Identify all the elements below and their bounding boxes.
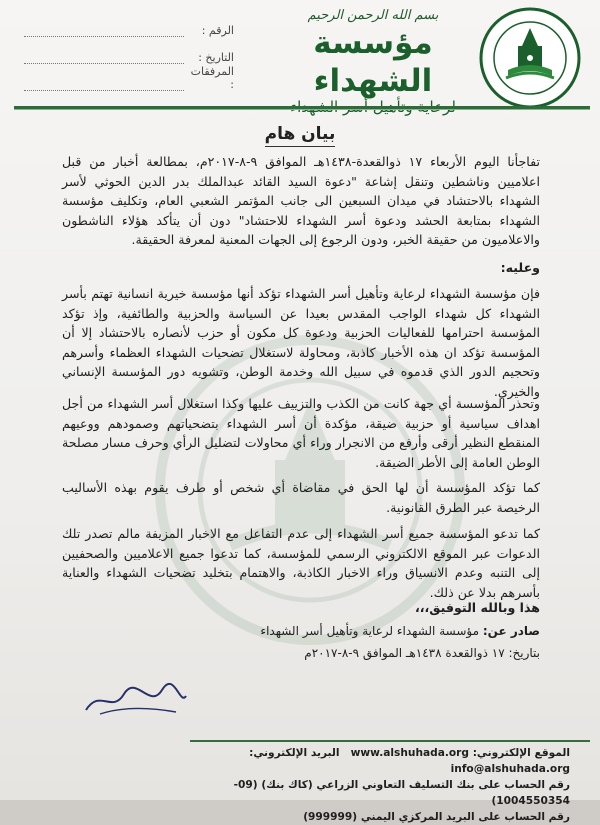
signature-scribble-icon: [80, 680, 190, 720]
footer-bank2-row: [170, 809, 570, 825]
paragraph-5: كما تؤكد المؤسسة أن لها الحق في مقاضاة أي شخص أو طرف يقوم بهذه الأساليب الرخيصة عبر الطرق القانونية.: [62, 480, 540, 515]
reference-number-label: الرقم :: [201, 24, 234, 37]
statement-title: [0, 124, 600, 144]
header-divider: [14, 106, 590, 110]
issue-date: بتاريخ: ١٧ ذوالقعدة ١٤٣٨هـ الموافق ٩-٨-٢٠١٧م: [304, 646, 540, 660]
footer-bank1-row: [170, 777, 570, 809]
bank1-number: (09-1004550354): [233, 779, 570, 807]
website-label: الموقع الإلكتروني:: [472, 747, 570, 759]
paragraph-6: كما تدعو المؤسسة جميع أسر الشهداء إلى عدم التفاعل مع الاخبار المزيفة مالم تصدر تلك الدعوات عبر الموقع الالكتروني الرسمي للمؤسسة، كما تدعوا جميع الاعلاميين والصحفيين إلى التنبه وعدم الانسياق وراء الاخبار الكاذبة، والاهتمام بتخليد تضحيات الشهداء والعناية بأسرهم بدلا عن ذلك.: [62, 526, 540, 600]
website-link[interactable]: www.alshuhada.org: [350, 747, 469, 759]
date-line: [24, 51, 184, 64]
email-label: البريد الإلكتروني:: [249, 747, 340, 759]
date-row: [24, 37, 234, 64]
closing-line: هذا وبالله التوفيق،،،: [414, 600, 540, 615]
statement-title-text: بيان هام: [265, 124, 336, 147]
organization-name: مؤسسة الشهداء: [313, 25, 433, 99]
footer-web-row: [170, 745, 570, 777]
paragraph-2: وعليه:: [500, 260, 540, 275]
paragraph-warning: [62, 394, 540, 472]
paragraph-whereas: [62, 258, 540, 278]
organization-logo-icon: [478, 6, 582, 110]
reference-number-row: [24, 10, 234, 37]
paragraph-intro: [62, 152, 540, 250]
basmala: بسم الله الرحمن الرحيم: [307, 8, 439, 23]
issuer-line: [260, 624, 540, 638]
paragraph-1: تفاجأنا اليوم الأربعاء ١٧ ذوالقعدة-١٤٣٨هـ الموافق ٩-٨-٢٠١٧م، بمطالعة أخبار من قبل اعلاميين وناشطين وتنقل إشاعة "دعوة السيد القائد عبدالملك بدر الدين الحوثي لأسر الشهداء بالاحتشاد في ميدان السبعين الى جانب المؤتمر الشعبي العام، وتكليف مؤسسة الشهداء بمتابعة الحشد ودعوة أسر الشهداء للاحتشاد" دون أن يتأكد هؤلاء الناشطون والاعلاميون من حقيقة الخبر، ودون الرجوع إلى الجهات المعنية لمعرفة الحقيقة.: [62, 154, 541, 247]
reference-number-line: [24, 24, 184, 37]
footer-contact: [170, 745, 570, 825]
letterhead: [278, 8, 468, 116]
bank2-label: رقم الحساب على البريد المركزي اليمني: [360, 811, 570, 823]
paragraph-call: [62, 524, 540, 602]
paragraph-3: فإن مؤسسة الشهداء لرعاية وتأهيل أسر الشهداء تؤكد أنها مؤسسة خيرية انسانية تهتم بأسر الشهداء كل شهداء الواجب المقدس بعيدا عن السياسة والحزبية والطائفية، وإذ تؤكد المؤسسة احترامها للفعاليات الحزبية ودعوة كل مكون أو حزب لأنصاره بالاحتشاد إلا أن المؤسسة تؤكد ان هذه الأخبار كاذبة، ومحاولة لاستغلال تضحيات الشهداء العظماء وأسرهم وتحجيم الدور الذي قدموه في سبيل الله وخدمة الوطن، وتشويه دور المؤسسة الإنساني والخيري.: [62, 286, 540, 399]
footer-divider: [190, 740, 590, 742]
date-label: التاريخ :: [198, 51, 234, 64]
attachments-line: [24, 78, 184, 91]
reference-fields: [24, 10, 234, 91]
email-link[interactable]: info@alshuhada.org: [450, 763, 570, 775]
issuer-name: مؤسسة الشهداء لرعاية وتأهيل أسر الشهداء: [260, 624, 480, 638]
paragraph-4: وتحذر المؤسسة أي جهة كانت من الكذب والتزييف عليها وكذا استغلال أسر الشهداء من أجل اهداف سياسية أو حزبية ضيقة، مؤكدة أن أسر الشهداء بتضحياتهم وصمودهم ووعيهم المنقطع النظير أرقى وأرفع من الانجرار وراء أي محاولات لتضليل الرأي وحرف مسار مصلحة الوطن العامة إلى الأطر الضيقة.: [62, 396, 540, 470]
attachments-row: [24, 64, 234, 91]
bank2-number: (999999): [303, 811, 358, 823]
bank1-label: رقم الحساب على بنك التسليف التعاوني الزراعي (كاك بنك): [261, 779, 570, 791]
paragraph-legal: [62, 478, 540, 517]
paragraph-affirmation: [62, 284, 540, 401]
issuer-label: صادر عن:: [482, 624, 540, 638]
attachments-label: المرفقات :: [190, 65, 234, 91]
